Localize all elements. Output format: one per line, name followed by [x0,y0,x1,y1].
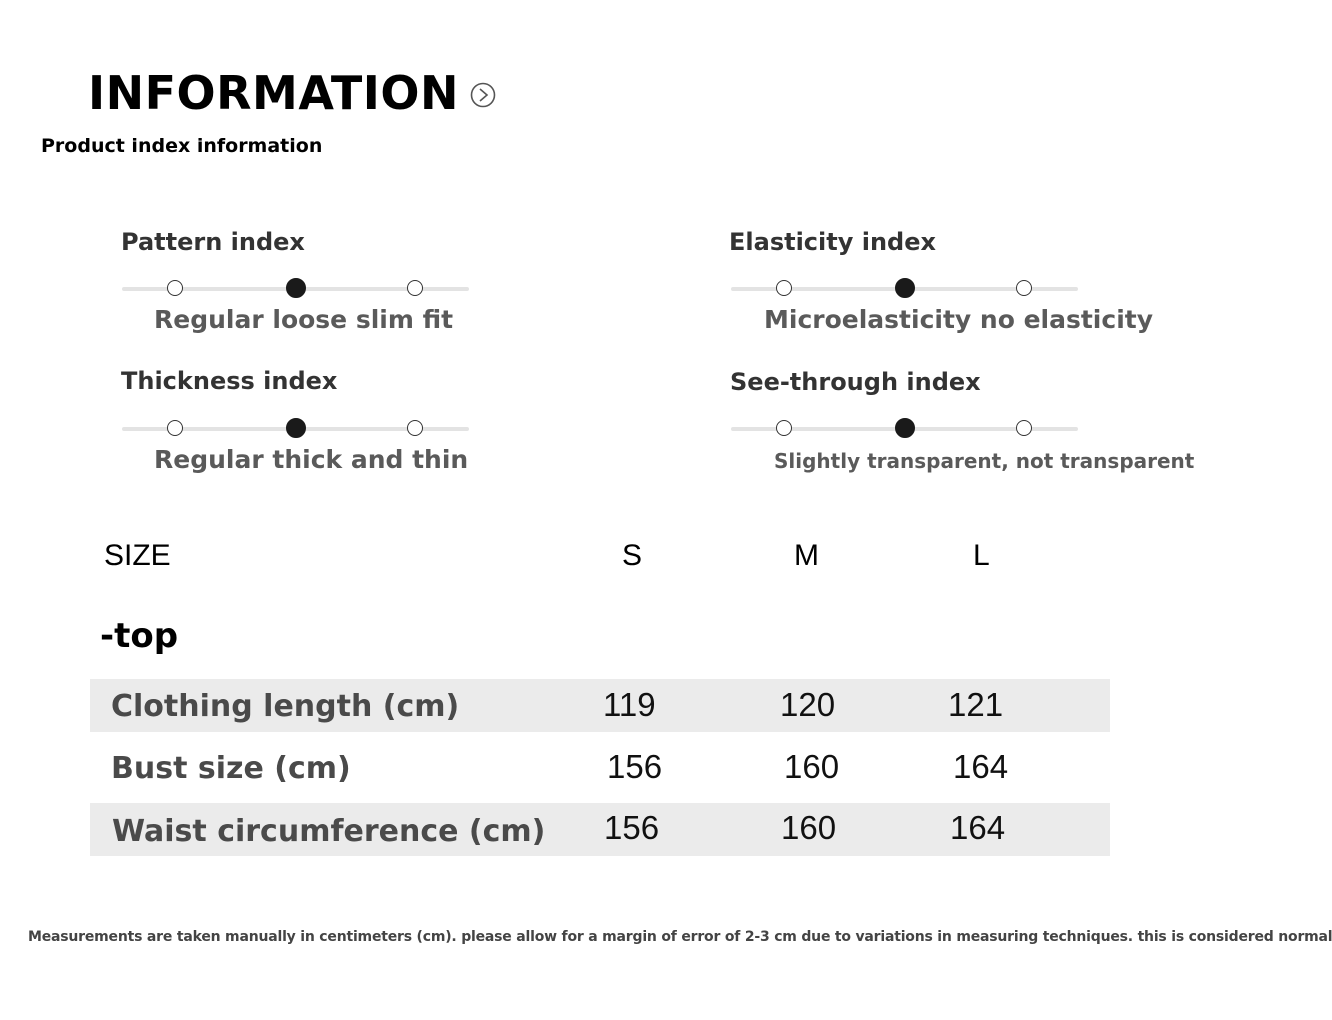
measurement-footnote: Measurements are taken manually in centimeters (cm). please allow for a margin of error of 2-3 cm due to variations in measuring techniques. this is considered normal [28,929,1332,945]
scale-dot-selected [286,418,306,438]
scale-dot [167,280,183,296]
see-through-index-label: See-through index [730,368,981,396]
thickness-index-value: Regular thick and thin [154,445,469,474]
cell-s: 119 [603,686,656,723]
see-through-index-value: Slightly transparent, not transparent [774,449,1195,473]
section-title-top: -top [100,616,179,656]
size-header-label: SIZE [104,539,171,572]
cell-m: 160 [784,748,840,785]
scale-dot [407,420,423,436]
scale-dot-selected [895,278,915,298]
cell-s: 156 [604,809,660,846]
size-column-m: M [794,539,819,572]
pattern-index-label: Pattern index [121,228,305,256]
scale-dot-selected [895,418,915,438]
cell-m: 160 [781,809,837,846]
scale-dot [776,280,792,296]
cell-l: 164 [950,809,1006,846]
page-title: INFORMATION [88,66,459,120]
scale-dot [1016,420,1032,436]
scale-dot [1016,280,1032,296]
page-subtitle: Product index information [41,135,323,157]
scale-dot [167,420,183,436]
scale-dot-selected [286,278,306,298]
thickness-index-label: Thickness index [121,367,338,395]
elasticity-index-label: Elasticity index [729,228,936,256]
scale-dot [407,280,423,296]
cell-l: 121 [948,686,1004,723]
cell-s: 156 [607,748,663,785]
cell-l: 164 [953,748,1009,785]
circle-chevron-right-icon[interactable] [470,82,494,106]
row-label: Bust size (cm) [111,751,351,786]
size-column-l: L [973,539,990,572]
pattern-index-value: Regular loose slim fit [154,305,454,334]
elasticity-index-value: Microelasticity no elasticity [764,305,1154,334]
cell-m: 120 [780,686,836,723]
scale-dot [776,420,792,436]
row-label: Waist circumference (cm) [112,814,546,849]
row-label: Clothing length (cm) [111,689,460,724]
size-column-s: S [622,539,643,572]
